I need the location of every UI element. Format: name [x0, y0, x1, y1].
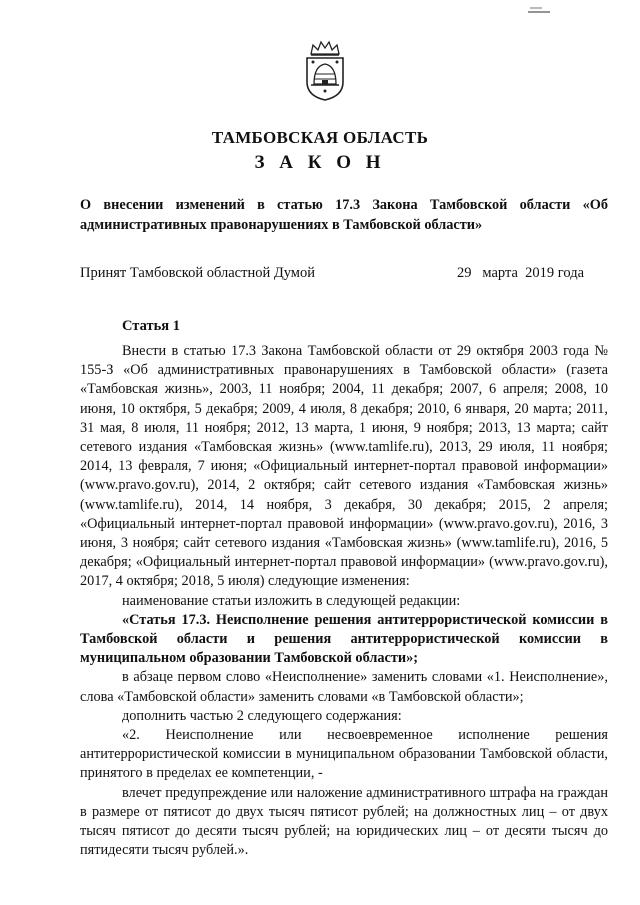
article-heading: Статья 1 [122, 318, 180, 334]
paragraph-part-2: «2. Неисполнение или несвоевременное исполнение решения антитеррористической комиссии в муниципальном образовании Тамбовской области, принятого в пределах ее компетенции, - [80, 727, 608, 782]
article-body [80, 342, 608, 860]
paragraph-first-clause-change: в абзаце первом слово «Неисполнение» заменить словами «1. Неисполнение», слова «Тамбовской области» заменить словами «в Тамбовской области»; [80, 669, 608, 705]
region-title: ТАМБОВСКАЯ ОБЛАСТЬ [211, 128, 429, 147]
adoption-month-year: марта 2019 года [482, 265, 585, 281]
law-subject: О внесении изменений в статью 17.3 Закона Тамбовской области «Об административных правонарушениях в Тамбовской области» [80, 197, 608, 233]
law-title: З А К О Н [254, 152, 386, 173]
paragraph-penalty: влечет предупреждение или наложение административного штрафа на граждан в размере от пятисот до двух тысяч пятисот рублей; на должностных лиц – от двух тысяч пятисот до десяти тысяч рублей; на юридических лиц – от десяти тысяч до пятидесяти тысяч рублей.». [80, 784, 608, 859]
adopted-by: Принят Тамбовской областной Думой [80, 265, 315, 281]
tambov-coat-of-arms-icon [301, 40, 349, 102]
paragraph-new-title: «Статья 17.3. Неисполнение решения антитеррористической комиссии в Тамбовской области и решения антитеррористической комиссии в муниципальном образовании Тамбовской области»; [80, 611, 608, 667]
paragraph-title-change: наименование статьи изложить в следующей редакции: [122, 592, 461, 609]
paragraph-amendment-intro: Внести в статью 17.3 Закона Тамбовской области от 29 октября 2003 года № 155-З «Об административных правонарушениях в Тамбовской области» (газета «Тамбовская жизнь», 2003, 11 ноября; 2004, 11 декабря; 2007, 6 апреля; 2008, 10 июня, 10 октября, 5 декабря; 2009, 4 июля, 8 декабря; 2010, 6 января, 20 марта; 2011, 31 мая, 8 июля, 11 ноября; 2012, 13 марта, 1 июня, 9 ноября; 2013, 13 марта; сайт сетевого издания «Тамбовская жизнь» (www.tamlife.ru), 2013, 29 июля, 11 ноября; 2014, 13 февраля, 7 июня; «Официальный интернет-портал правовой информации» (www.pravo.gov.ru), 2014, 2 октября; сайт сетевого издания «Тамбовская жизнь» (www.tamlife.ru), 2014, 14 ноября, 3 декабря, 30 декабря; 2015, 2 апреля; «Официальный интернет-портал правовой информации» (www.pravo.gov.ru), 2016, 3 июня, 3 ноября; сайт сетевого издания «Тамбовская жизнь» (www.tamlife.ru), 2016, 5 декабря; «Официальный интернет-портал правовой информации» (www.pravo.gov.ru), 2017, 4 октября; 2018, 5 июля) следующие изменения: [80, 343, 608, 590]
adoption-date [457, 265, 584, 282]
adoption-day: 29 [457, 265, 472, 281]
scan-mark [528, 6, 550, 14]
paragraph-add-part-2: дополнить частью 2 следующего содержания: [122, 707, 402, 724]
